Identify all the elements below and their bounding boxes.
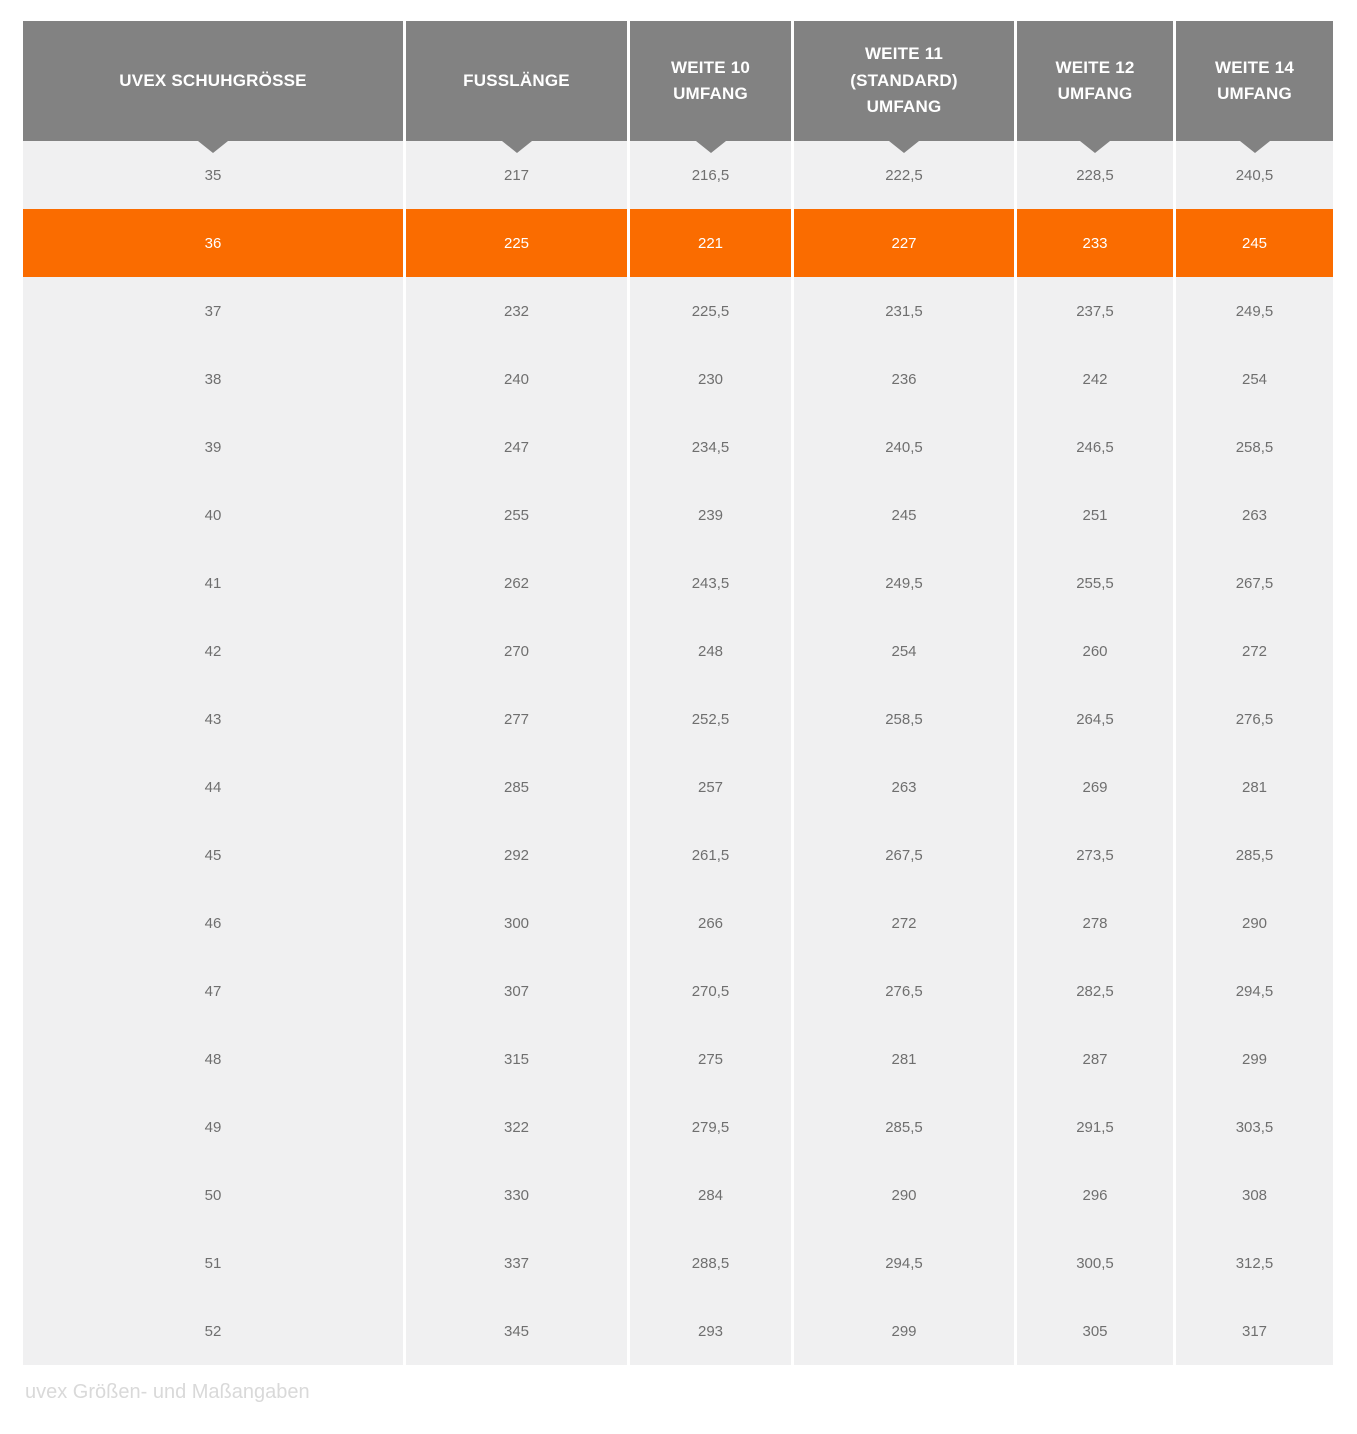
table-row: [23, 1025, 1333, 1093]
value-cell: 245: [1173, 209, 1333, 277]
value-cell: 308: [1173, 1161, 1333, 1229]
table-row: [23, 549, 1333, 617]
header-arrow-down-icon: [198, 141, 228, 153]
value-cell: 254: [1173, 345, 1333, 413]
value-cell: 237,5: [1014, 277, 1173, 345]
value-cell: 282,5: [1014, 957, 1173, 1025]
value-cell: 275: [627, 1025, 791, 1093]
table-row: [23, 277, 1333, 345]
value-cell: 240: [403, 345, 627, 413]
value-cell: 248: [627, 617, 791, 685]
header-arrow-down-icon: [696, 141, 726, 153]
shoe-size-cell: 42: [23, 617, 403, 685]
table-row: [23, 345, 1333, 413]
value-cell: 263: [1173, 481, 1333, 549]
value-cell: 267,5: [791, 821, 1014, 889]
value-cell: 225,5: [627, 277, 791, 345]
value-cell: 276,5: [1173, 685, 1333, 753]
value-cell: 337: [403, 1229, 627, 1297]
column-header-weite-14: [1173, 21, 1333, 141]
value-cell: 292: [403, 821, 627, 889]
value-cell: 239: [627, 481, 791, 549]
value-cell: 257: [627, 753, 791, 821]
shoe-size-cell: 38: [23, 345, 403, 413]
shoe-size-cell: 36: [23, 209, 403, 277]
value-cell: 276,5: [791, 957, 1014, 1025]
size-chart-table: [23, 21, 1333, 1365]
table-caption: uvex Größen- und Maßangaben: [25, 1381, 310, 1403]
header-row: [23, 21, 1333, 141]
value-cell: 279,5: [627, 1093, 791, 1161]
value-cell: 228,5: [1014, 141, 1173, 209]
shoe-size-cell: 46: [23, 889, 403, 957]
shoe-size-cell: 52: [23, 1297, 403, 1365]
column-header-label: FUSSLÄNGE: [463, 70, 570, 90]
value-cell: 294,5: [791, 1229, 1014, 1297]
value-cell: 231,5: [791, 277, 1014, 345]
table-row: [23, 821, 1333, 889]
value-cell: 264,5: [1014, 685, 1173, 753]
value-cell: 284: [627, 1161, 791, 1229]
column-header-weite-12: [1014, 21, 1173, 141]
shoe-size-cell: 47: [23, 957, 403, 1025]
value-cell: 258,5: [1173, 413, 1333, 481]
shoe-size-cell: 35: [23, 141, 403, 209]
value-cell: 217: [403, 141, 627, 209]
shoe-size-cell: 44: [23, 753, 403, 821]
value-cell: 281: [1173, 753, 1333, 821]
table-body: [23, 141, 1333, 1365]
value-cell: 317: [1173, 1297, 1333, 1365]
shoe-size-cell: 49: [23, 1093, 403, 1161]
value-cell: 240,5: [1173, 141, 1333, 209]
value-cell: 293: [627, 1297, 791, 1365]
table-row: [23, 413, 1333, 481]
value-cell: 255,5: [1014, 549, 1173, 617]
value-cell: 299: [1173, 1025, 1333, 1093]
value-cell: 260: [1014, 617, 1173, 685]
value-cell: 288,5: [627, 1229, 791, 1297]
value-cell: 222,5: [791, 141, 1014, 209]
value-cell: 315: [403, 1025, 627, 1093]
value-cell: 281: [791, 1025, 1014, 1093]
value-cell: 266: [627, 889, 791, 957]
value-cell: 285,5: [1173, 821, 1333, 889]
value-cell: 233: [1014, 209, 1173, 277]
shoe-size-cell: 43: [23, 685, 403, 753]
value-cell: 305: [1014, 1297, 1173, 1365]
value-cell: 291,5: [1014, 1093, 1173, 1161]
column-header-label: WEITE 11 (STANDARD) UMFANG: [850, 44, 958, 117]
value-cell: 242: [1014, 345, 1173, 413]
value-cell: 216,5: [627, 141, 791, 209]
column-header-label: WEITE 10 UMFANG: [670, 57, 751, 103]
value-cell: 240,5: [791, 413, 1014, 481]
value-cell: 272: [791, 889, 1014, 957]
value-cell: 299: [791, 1297, 1014, 1365]
value-cell: 254: [791, 617, 1014, 685]
value-cell: 322: [403, 1093, 627, 1161]
column-header-label: UVEX SCHUHGRÖSSE: [119, 70, 307, 90]
table-row: [23, 957, 1333, 1025]
table-row: [23, 617, 1333, 685]
value-cell: 303,5: [1173, 1093, 1333, 1161]
value-cell: 312,5: [1173, 1229, 1333, 1297]
column-header-label: WEITE 14 UMFANG: [1214, 57, 1295, 103]
value-cell: 236: [791, 345, 1014, 413]
shoe-size-cell: 51: [23, 1229, 403, 1297]
column-header-weite-10: [627, 21, 791, 141]
column-header-schuhgroesse: [23, 21, 403, 141]
column-header-fusslaenge: [403, 21, 627, 141]
table-row: [23, 481, 1333, 549]
header-arrow-down-icon: [889, 141, 919, 153]
header-arrow-down-icon: [1240, 141, 1270, 153]
value-cell: 287: [1014, 1025, 1173, 1093]
value-cell: 225: [403, 209, 627, 277]
value-cell: 246,5: [1014, 413, 1173, 481]
value-cell: 245: [791, 481, 1014, 549]
value-cell: 221: [627, 209, 791, 277]
value-cell: 294,5: [1173, 957, 1333, 1025]
value-cell: 247: [403, 413, 627, 481]
value-cell: 270,5: [627, 957, 791, 1025]
value-cell: 307: [403, 957, 627, 1025]
value-cell: 255: [403, 481, 627, 549]
value-cell: 290: [791, 1161, 1014, 1229]
table-row: [23, 753, 1333, 821]
value-cell: 230: [627, 345, 791, 413]
value-cell: 273,5: [1014, 821, 1173, 889]
value-cell: 270: [403, 617, 627, 685]
value-cell: 249,5: [791, 549, 1014, 617]
header-arrow-down-icon: [502, 141, 532, 153]
column-header-weite-11: [791, 21, 1014, 141]
table-header: [23, 21, 1333, 141]
table-row: [23, 889, 1333, 957]
table-row: [23, 1161, 1333, 1229]
value-cell: 252,5: [627, 685, 791, 753]
value-cell: 300,5: [1014, 1229, 1173, 1297]
table-row: [23, 1093, 1333, 1161]
value-cell: 263: [791, 753, 1014, 821]
shoe-size-cell: 48: [23, 1025, 403, 1093]
value-cell: 278: [1014, 889, 1173, 957]
value-cell: 232: [403, 277, 627, 345]
value-cell: 269: [1014, 753, 1173, 821]
shoe-size-cell: 39: [23, 413, 403, 481]
value-cell: 285: [403, 753, 627, 821]
value-cell: 267,5: [1173, 549, 1333, 617]
value-cell: 300: [403, 889, 627, 957]
value-cell: 251: [1014, 481, 1173, 549]
value-cell: 258,5: [791, 685, 1014, 753]
table-row: [23, 209, 1333, 277]
table-row: [23, 1229, 1333, 1297]
value-cell: 243,5: [627, 549, 791, 617]
shoe-size-cell: 37: [23, 277, 403, 345]
value-cell: 234,5: [627, 413, 791, 481]
column-header-label: WEITE 12 UMFANG: [1055, 57, 1135, 103]
shoe-size-cell: 45: [23, 821, 403, 889]
shoe-size-cell: 40: [23, 481, 403, 549]
value-cell: 227: [791, 209, 1014, 277]
shoe-size-cell: 41: [23, 549, 403, 617]
value-cell: 277: [403, 685, 627, 753]
value-cell: 249,5: [1173, 277, 1333, 345]
value-cell: 345: [403, 1297, 627, 1365]
value-cell: 262: [403, 549, 627, 617]
value-cell: 330: [403, 1161, 627, 1229]
value-cell: 285,5: [791, 1093, 1014, 1161]
table-row: [23, 1297, 1333, 1365]
value-cell: 272: [1173, 617, 1333, 685]
shoe-size-cell: 50: [23, 1161, 403, 1229]
value-cell: 290: [1173, 889, 1333, 957]
table-row: [23, 685, 1333, 753]
value-cell: 296: [1014, 1161, 1173, 1229]
header-arrow-down-icon: [1080, 141, 1110, 153]
value-cell: 261,5: [627, 821, 791, 889]
